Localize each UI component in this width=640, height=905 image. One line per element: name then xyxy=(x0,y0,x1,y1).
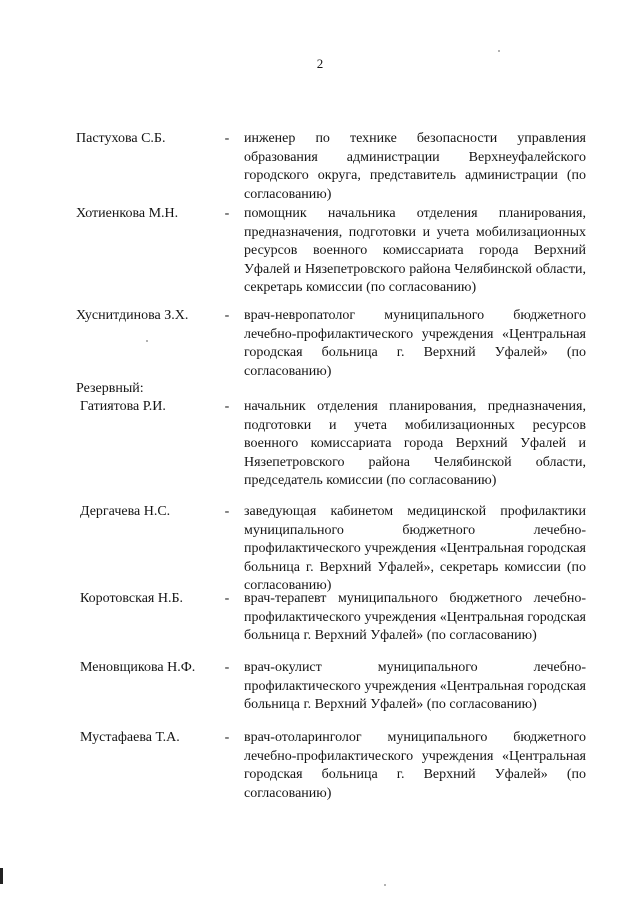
scan-speck xyxy=(146,340,148,342)
member-name: Коротовская Н.Б. xyxy=(80,591,184,606)
separator-dash: - xyxy=(224,660,230,675)
member-name: Гатиятова Р.И. xyxy=(80,399,166,414)
separator-dash: - xyxy=(224,308,230,323)
separator-dash: - xyxy=(224,131,230,146)
separator-dash: - xyxy=(224,591,230,606)
scan-speck xyxy=(384,884,386,886)
member-name: Меновщикова Н.Ф. xyxy=(80,660,196,675)
member-name: Мустафаева Т.А. xyxy=(80,730,180,745)
member-description: врач-терапевт муниципального бюджетного лечебно-профилактического учреждения «Центральная городская больница г. Верхний Уфалей» (по согласованию) xyxy=(244,591,586,644)
member-description: помощник начальника отделения планирования, предназначения, подготовки и учета мобилизационных ресурсов военного комиссариата города Верхний Уфалей и Нязепетровского района Челябинской области, секретарь комиссии (по согласованию) xyxy=(244,206,586,296)
separator-dash: - xyxy=(224,504,230,519)
reserve-section-label: Резервный: xyxy=(76,381,144,396)
member-name: Дергачева Н.С. xyxy=(80,504,171,519)
member-description: врач-невропатолог муниципального бюджетного лечебно-профилактического учреждения «Центральная городская больница г. Верхний Уфалей» (по согласованию) xyxy=(244,308,586,379)
member-name: Пастухова С.Б. xyxy=(76,131,166,146)
separator-dash: - xyxy=(224,206,230,221)
member-description: врач-отоларинголог муниципального бюджетного лечебно-профилактического учреждения «Центральная городская больница г. Верхний Уфалей» (по согласованию) xyxy=(244,730,586,801)
member-description: заведующая кабинетом медицинской профилактики муниципального бюджетного лечебно-профилактического учреждения «Центральная городская больница г. Верхний Уфалей», секретарь комиссии (по согласованию) xyxy=(244,504,586,594)
scan-speck xyxy=(498,50,500,52)
page-number: 2 xyxy=(316,56,324,71)
member-name: Хотиенкова М.Н. xyxy=(76,206,179,221)
member-description: начальник отделения планирования, предназначения, подготовки и учета мобилизационных ресурсов военного комиссариата города Верхний Уфалей и Нязепетровского района Челябинской области, председатель комиссии (по согласованию) xyxy=(244,399,586,489)
separator-dash: - xyxy=(224,730,230,745)
member-description: врач-окулист муниципального лечебно-профилактического учреждения «Центральная городская больница г. Верхний Уфалей» (по согласованию) xyxy=(244,660,586,713)
scan-edge-mark xyxy=(0,868,3,884)
member-name: Хуснитдинова З.Х. xyxy=(76,308,189,323)
separator-dash: - xyxy=(224,399,230,414)
member-description: инженер по технике безопасности управления образования администрации Верхнеуфалейского городского округа, представитель администрации (по согласованию) xyxy=(244,131,586,202)
